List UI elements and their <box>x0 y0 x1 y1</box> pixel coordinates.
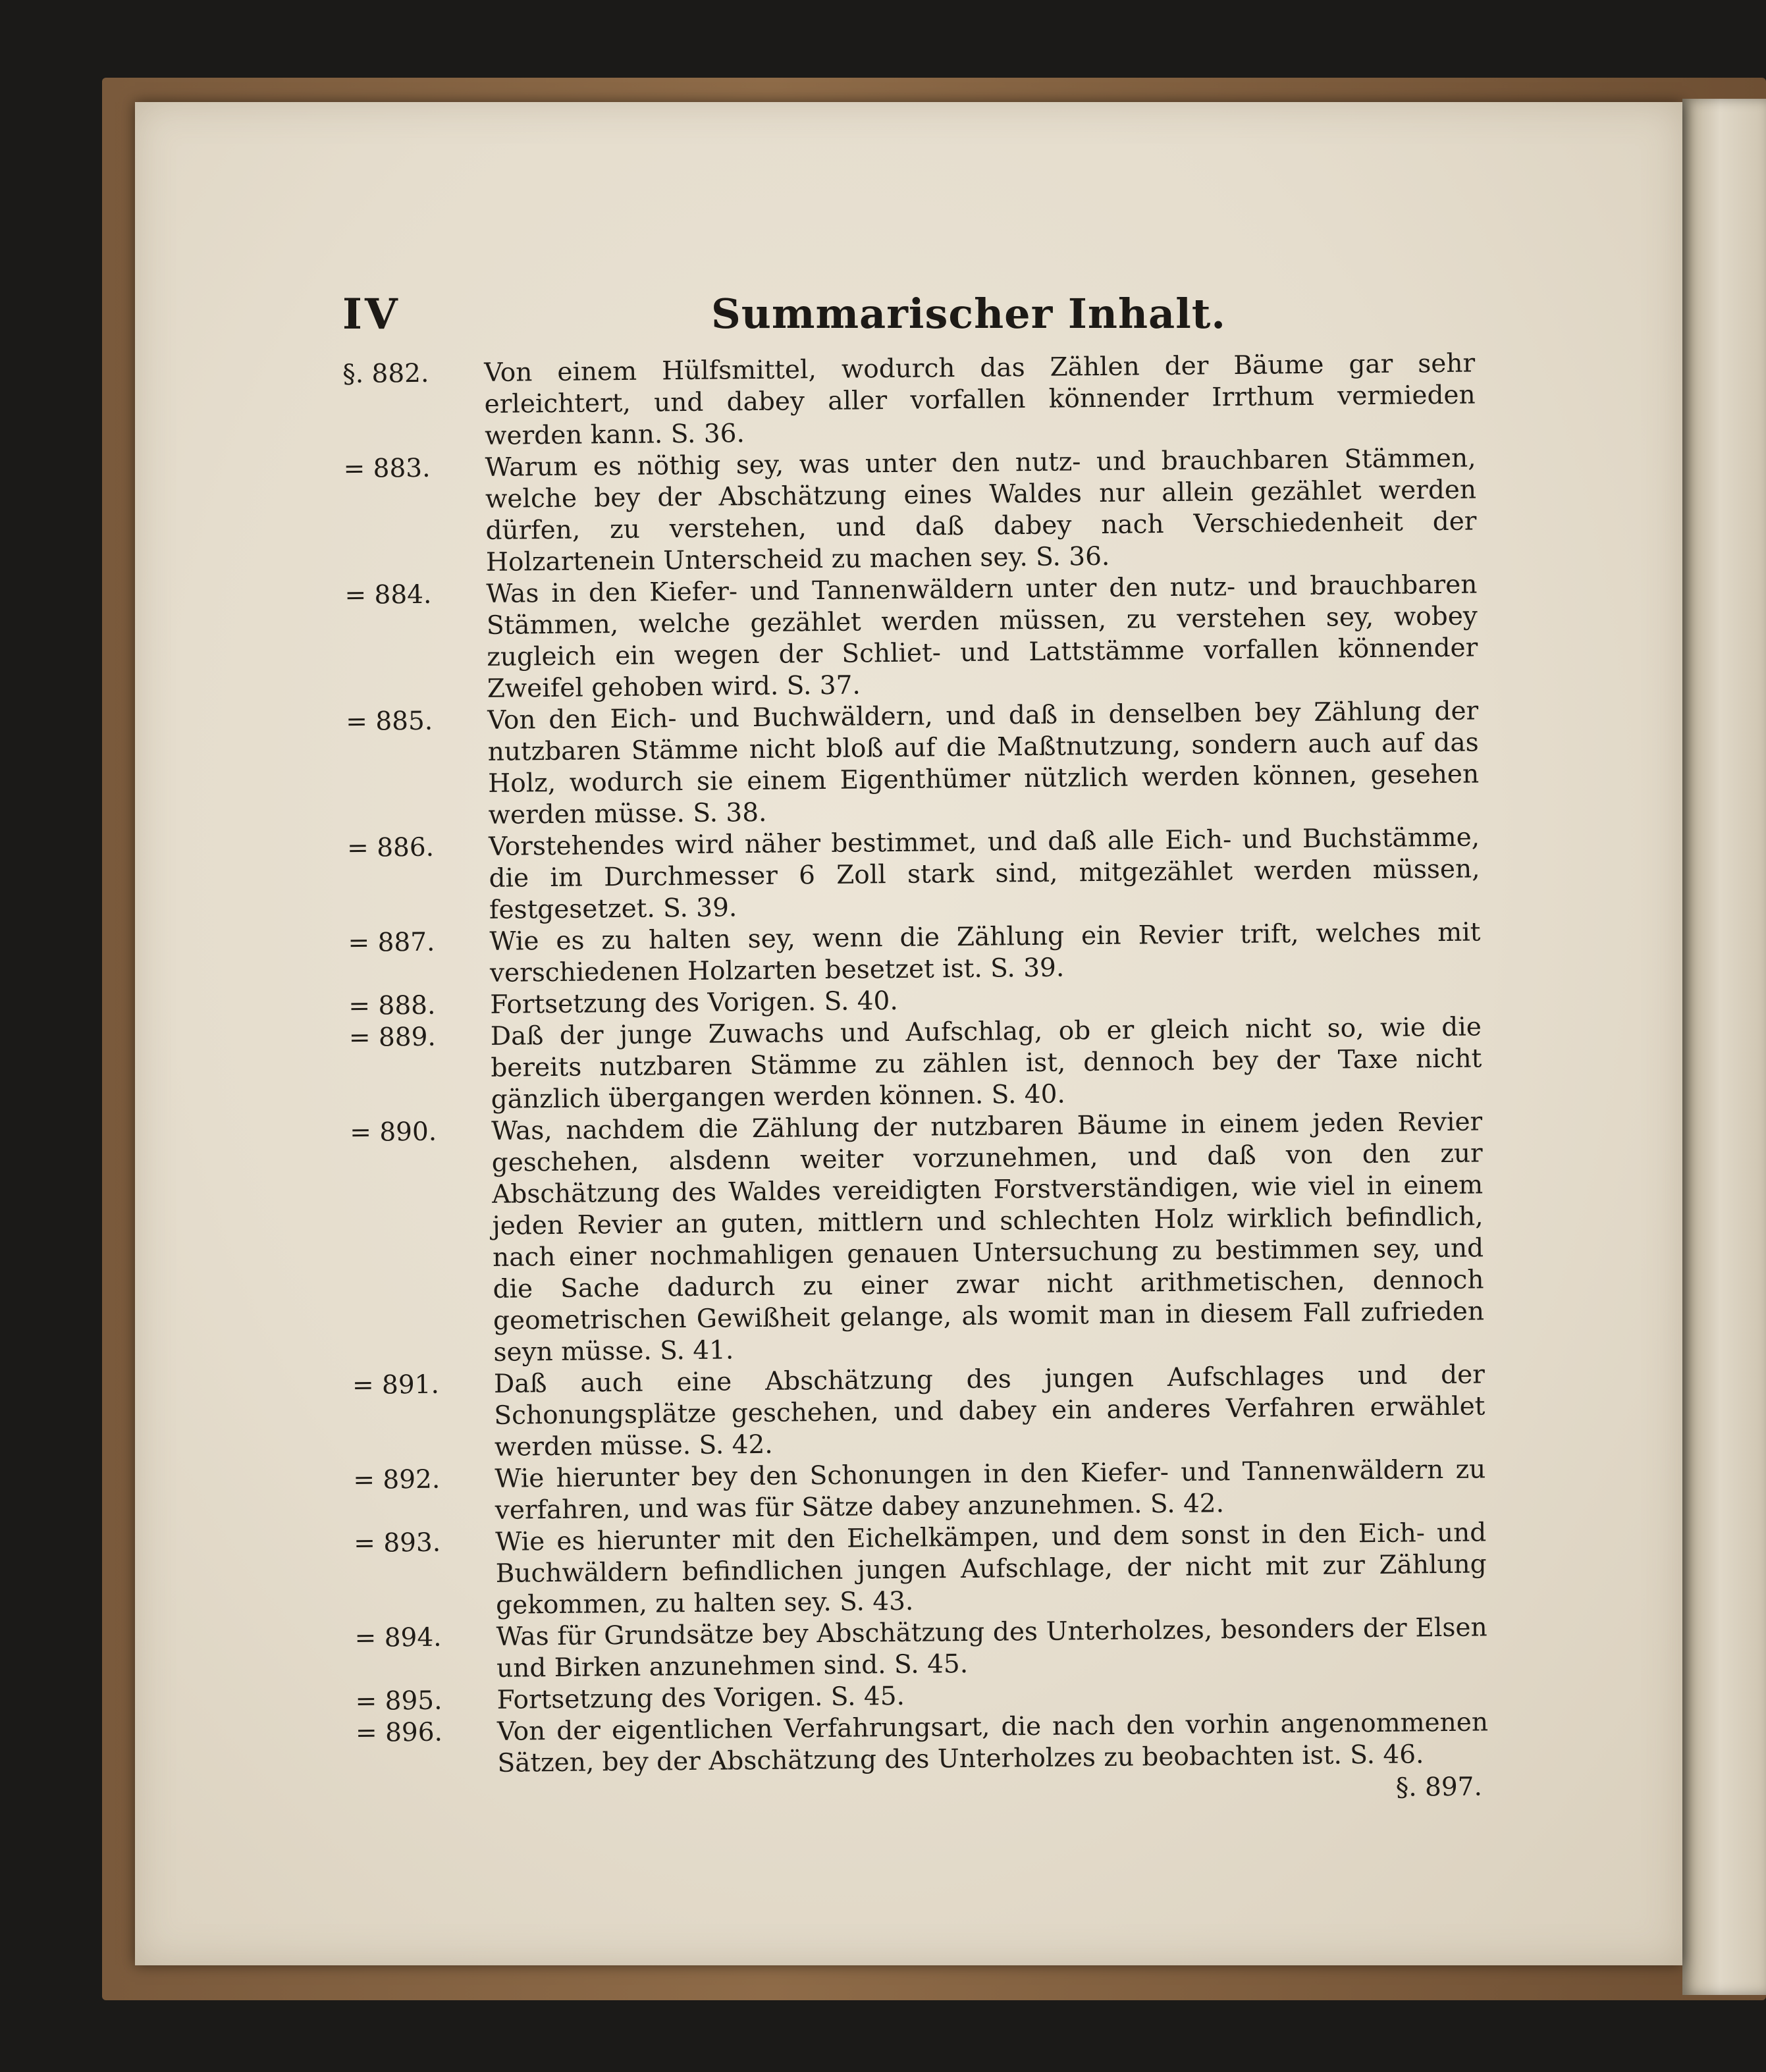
toc-entry <box>343 442 1477 580</box>
section-summary: Von den Eich- und Buchwäldern, und daß in denselben bey Zählung der nutzbaren Stämme nicht bloß auf die Maßtnutzung, sondern auch auf das Holz, wodurch sie einem Eigenthümer nützlich werden können, gesehen werden müsse. S. 38. <box>487 696 1480 830</box>
toc-entry <box>349 1011 1482 1117</box>
section-number: = 896. <box>355 1717 443 1748</box>
section-summary: Was, nachdem die Zählung der nutzbaren Bäume in einem jeden Revier geschehen, alsdenn weiter vorzunehmen, und daß von den zur Abschätzung des Waldes vereidigten Forstverständigen, wie viel in einem jeden Revier an guten, mittlern und schlechten Holz wirklich befindlich, nach einer nochmahligen genauen Untersuchung zu bestimmen sey, und die Sache dadurch zu einer zwar nicht arithmetischen, dennoch geometrischen Gewißheit gelange, als womit man in diesem Fall zufrieden seyn müsse. S. 41. <box>491 1107 1485 1368</box>
page-number: IV <box>342 290 400 339</box>
toc-entry <box>347 822 1480 928</box>
section-summary: Wie hierunter bey den Schonungen in den Kiefer- und Tannenwäldern zu verfahren, und was für Sätze dabey anzunehmen. S. 42. <box>495 1454 1486 1526</box>
section-summary: Daß auch eine Abschätzung des jungen Aufschlages und der Schonungsplätze geschehen, und dabey ein anderes Verfahren erwählet werden müsse. S. 42. <box>493 1360 1485 1462</box>
section-summary: Wie es hierunter mit den Eichelkämpen, und dem sonst in den Eich- und Buchwäldern befindlichen jungen Aufschlage, der nicht mit zur Zählung gekommen, zu halten sey. S. 43. <box>495 1518 1487 1620</box>
section-number: = 886. <box>346 832 435 863</box>
section-summary: Fortsetzung des Vorigen. S. 45. <box>496 1681 905 1715</box>
facing-page-edge <box>1682 99 1766 1995</box>
toc-entry <box>352 1359 1485 1465</box>
section-summary: Was in den Kiefer- und Tannenwäldern unter den nutz- und brauchbaren Stämmen, welche gezählet werden müssen, zu verstehen sey, wobey zugleich ein wegen der Schliet- und Lattstämme vorfallen könnender Zweifel gehoben wird. S. 37. <box>486 570 1478 704</box>
toc-entry <box>354 1517 1487 1623</box>
section-summary: Daß der junge Zuwachs und Aufschlag, ob er gleich nicht so, wie die bereits nutzbaren Stämme zu zählen ist, dennoch bey der Taxe nicht gänzlich übergangen werden können. S. 40. <box>490 1012 1482 1115</box>
section-number: = 885. <box>346 706 433 737</box>
section-number: §. 882. <box>342 358 429 389</box>
toc-entry <box>350 1106 1485 1369</box>
catchword: §. 897. <box>1395 1772 1483 1803</box>
section-summary: Von einem Hülfsmittel, wodurch das Zählen der Bäume gar sehr erleichtert, und dabey aller vorfallen könnender Irrthum vermieden werden kann. S. 36. <box>483 348 1476 451</box>
toc-entry <box>356 1707 1489 1781</box>
section-number: = 892. <box>353 1464 441 1495</box>
section-summary: Wie es zu halten sey, wenn die Zählung ein Revier trift, welches mit verschiedenen Holzarten besetzet ist. S. 39. <box>489 917 1481 988</box>
toc-entry <box>342 348 1476 454</box>
section-summary: Warum es nöthig sey, was unter den nutz- und brauchbaren Stämmen, welche bey der Abschätzung eines Waldes nur allein gezählet werden dürfen, zu verstehen, und daß dabey nach Verschiedenheit der Holzartenein Unterscheid zu machen sey. S. 36. <box>485 443 1477 577</box>
section-number: = 891. <box>352 1369 440 1400</box>
toc-entry <box>346 695 1480 833</box>
section-summary: Was für Grundsätze bey Abschätzung des Unterholzes, besonders der Elsen und Birken anzunehmen sind. S. 45. <box>496 1612 1487 1684</box>
section-number: = 888. <box>348 990 436 1021</box>
section-number: = 894. <box>354 1622 442 1653</box>
section-number: = 883. <box>343 453 431 484</box>
toc-entry <box>354 1612 1487 1686</box>
page-header <box>342 290 1462 349</box>
running-title: Summarischer Inhalt. <box>711 290 1226 338</box>
section-number: = 895. <box>355 1686 442 1716</box>
toc-entry <box>353 1454 1486 1528</box>
section-number: = 890. <box>350 1117 437 1148</box>
toc-entry <box>344 569 1478 706</box>
section-number: = 889. <box>348 1022 437 1053</box>
toc-entry <box>348 916 1481 991</box>
section-summary: Vorstehendes wird näher bestimmet, und daß alle Eich- und Buchstämme, die im Durchmesser 6 Zoll stark sind, mitgezählet werden müssen, festgesetzet. S. 39. <box>488 822 1480 925</box>
table-of-contents <box>342 348 1489 1813</box>
section-number: = 893. <box>354 1527 441 1558</box>
section-summary: Fortsetzung des Vorigen. S. 40. <box>490 986 898 1020</box>
section-number: = 884. <box>344 579 432 610</box>
section-number: = 887. <box>348 927 435 958</box>
section-summary: Von der eigentlichen Verfahrungsart, die nach den vorhin angenommenen Sätzen, bey der Abschätzung des Unterholzes zu beobachten ist. S. 46. <box>496 1707 1489 1778</box>
